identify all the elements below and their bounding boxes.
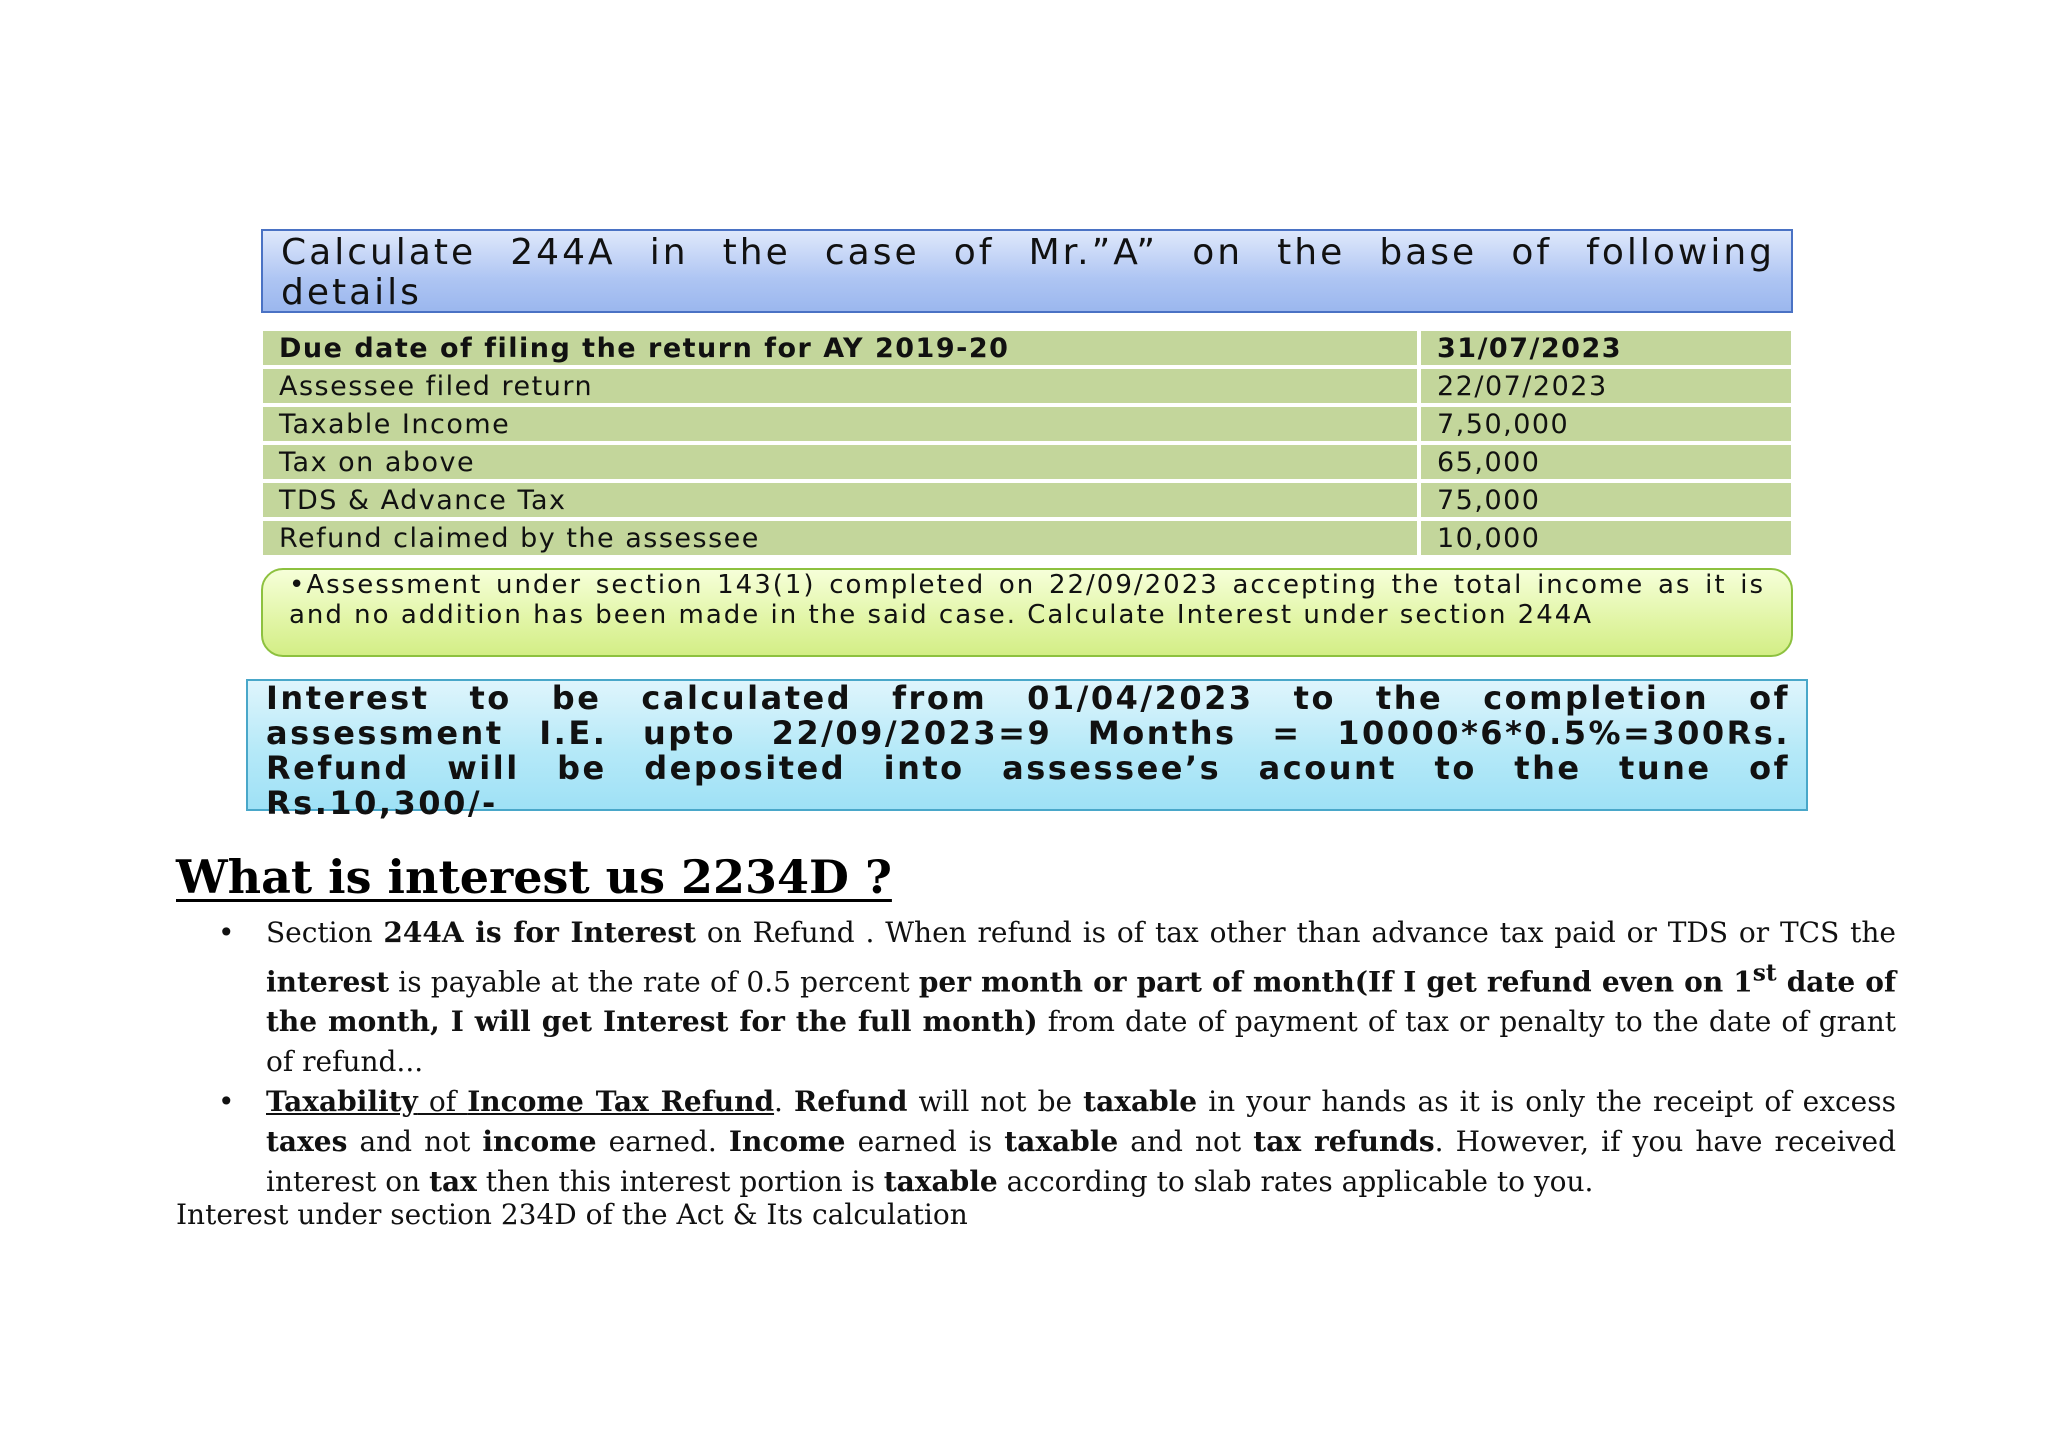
bold-run: per month or part of month(If I get refund even on 1 bbox=[918, 965, 1753, 999]
row-value: 10,000 bbox=[1421, 521, 1791, 555]
text-run: from date of payment of tax or penalty to the date of grant of refund... bbox=[266, 1005, 1896, 1079]
row-label: TDS & Advance Tax bbox=[263, 483, 1421, 517]
text-run: and not bbox=[347, 1125, 483, 1159]
answer-box bbox=[246, 679, 1808, 822]
row-value: 75,000 bbox=[1421, 483, 1791, 517]
row-label: Assessee filed return bbox=[263, 369, 1421, 403]
bullet-marker: • bbox=[218, 916, 235, 949]
bold-run: interest bbox=[266, 965, 390, 999]
text-run: on Refund . When refund is of tax other than advance tax paid or TDS or TCS the bbox=[696, 916, 1896, 949]
list-item bbox=[176, 913, 1896, 1082]
answer-text: Interest to be calculated from 01/04/2023 to the completion of assessment I.E. upto 22/09/2023=9 Months = 10000*6*0.5%=300Rs. Refund will be deposited into assessee’s acount to the tune of Rs.10,300/- bbox=[266, 679, 1790, 822]
table-row bbox=[263, 521, 1791, 555]
table-row bbox=[263, 445, 1791, 479]
bold-run: 244A is for Interest bbox=[383, 916, 697, 949]
underlined-run: Taxability bbox=[266, 1085, 418, 1119]
text-run: then this interest portion is bbox=[476, 1165, 884, 1199]
assessment-note-box bbox=[261, 568, 1793, 657]
bold-run: Income bbox=[728, 1125, 846, 1159]
question-title-box bbox=[261, 229, 1793, 313]
table-row bbox=[263, 407, 1791, 441]
section-heading: What is interest us 2234D ? bbox=[176, 850, 892, 904]
row-value: 22/07/2023 bbox=[1421, 369, 1791, 403]
text-run: . However, if you have received interest on bbox=[266, 1125, 1897, 1199]
bold-run: tax refunds bbox=[1253, 1125, 1435, 1159]
bullet-marker: • bbox=[218, 1085, 235, 1119]
bold-run: date of the month, I will get Interest for the full month) bbox=[266, 965, 1896, 1039]
text-run: is payable at the rate of 0.5 percent bbox=[389, 965, 919, 999]
row-label: Refund claimed by the assessee bbox=[263, 521, 1421, 555]
text-run: Section bbox=[266, 916, 384, 949]
bold-run: tax bbox=[429, 1165, 477, 1199]
row-value: 65,000 bbox=[1421, 445, 1791, 479]
text-run: earned is bbox=[845, 1125, 1005, 1159]
row-label: Taxable Income bbox=[263, 407, 1421, 441]
table-row bbox=[263, 331, 1791, 365]
underlined-run: Income Tax Refund bbox=[467, 1085, 775, 1119]
bold-run: taxable bbox=[1083, 1085, 1198, 1119]
text-run: . bbox=[774, 1085, 795, 1119]
text-run: according to slab rates applicable to you. bbox=[997, 1165, 1594, 1199]
text-run: earned. bbox=[596, 1125, 729, 1159]
table-row bbox=[263, 483, 1791, 517]
bold-run: income bbox=[482, 1125, 597, 1159]
bold-run: taxable bbox=[883, 1165, 998, 1199]
text-run: in your hands as it is only the receipt of excess bbox=[1197, 1085, 1896, 1119]
bold-run: taxable bbox=[1004, 1125, 1119, 1159]
text-run: of bbox=[417, 1085, 468, 1119]
row-label: Due date of filing the return for AY 2019-20 bbox=[263, 331, 1421, 365]
bullet-list bbox=[176, 913, 1896, 1202]
bold-run: Refund bbox=[794, 1085, 908, 1119]
text-run: will not be bbox=[907, 1085, 1084, 1119]
question-title-text: Calculate 244A in the case of Mr.”A” on the base of following details bbox=[281, 232, 1775, 313]
row-label: Tax on above bbox=[263, 445, 1421, 479]
list-item bbox=[176, 1082, 1896, 1202]
row-value: 7,50,000 bbox=[1421, 407, 1791, 441]
assessment-note-text: •Assessment under section 143(1) completed on 22/09/2023 accepting the total income as it is and no addition has been made in the said case. Calculate Interest under section 244A bbox=[289, 570, 1765, 630]
bold-run: taxes bbox=[266, 1125, 348, 1159]
superscript: st bbox=[1752, 959, 1777, 987]
footer-line: Interest under section 234D of the Act & Its calculation bbox=[176, 1198, 968, 1231]
text-run: and not bbox=[1118, 1125, 1254, 1159]
table-row bbox=[263, 369, 1791, 403]
details-table bbox=[263, 327, 1791, 559]
row-value: 31/07/2023 bbox=[1421, 331, 1791, 365]
